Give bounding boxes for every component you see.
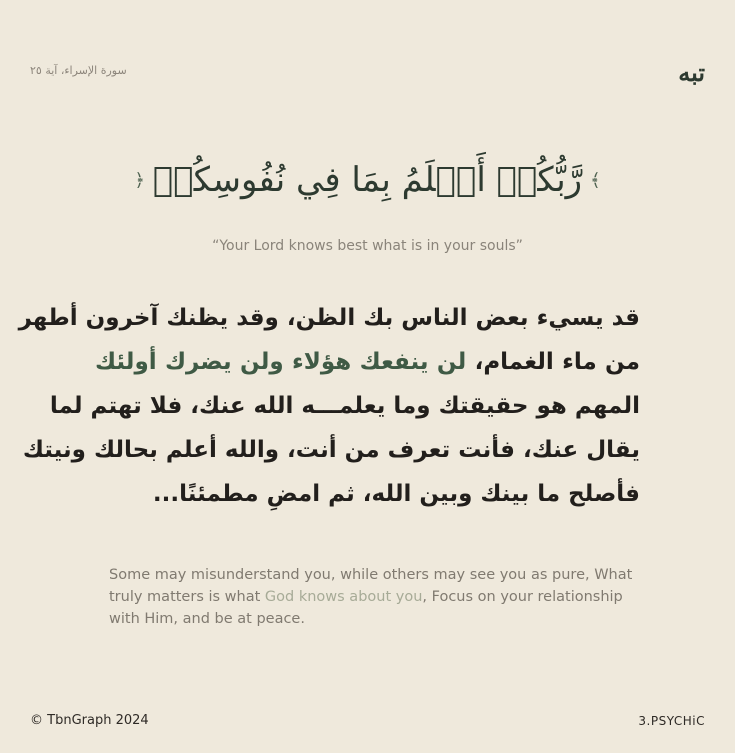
english-paragraph [109, 564, 654, 630]
arabic-line-last: فأصلح ما بينك وبين الله، ثم امضِ مطمئنًا... [152, 481, 640, 507]
quran-verse [134, 160, 600, 200]
brand-logo: تبه [678, 58, 705, 87]
english-text-end: , Focus on your relationship with Him, and be at peace. [109, 589, 623, 627]
arabic-line: يقال عنك، فأنت تعرف من أنت، والله أعلم بحالك ونيتك [22, 437, 640, 463]
verse-text: رَّبُّكُمۡ أَعۡلَمُ بِمَا فِي نُفُوسِكُمۡ [152, 160, 583, 200]
english-highlight: God knows about you [264, 589, 423, 605]
arabic-line: المهم هو حقيقتك وما يعلمـــه الله عنك، فلا تهتم لما [49, 393, 640, 419]
arabic-line [95, 340, 640, 384]
arabic-highlight: لن ينفعك هؤلاء ولن يضرك أولئك [95, 349, 467, 375]
surah-reference: سورة الإسراء، آية ٢٥ [30, 64, 127, 77]
verse-ornament-left: ﴿ [134, 169, 145, 191]
arabic-paragraph [18, 296, 640, 516]
verse-block [0, 160, 735, 200]
arabic-line: قد يسيء بعض الناس بك الظن، وقد يظنك آخرون أطهر [18, 305, 640, 331]
copyright-text: © TbnGraph 2024 [30, 713, 149, 728]
verse-translation: “Your Lord knows best what is in your souls” [212, 238, 523, 254]
english-text: Some may misunderstand you, while others may see you as pure, What truly matters is what [109, 567, 633, 605]
verse-ornament-right: ﴾ [590, 169, 601, 191]
arabic-line-text: من ماء الغمام، [466, 349, 640, 375]
series-label: 3.PSYCHiC [638, 714, 705, 728]
